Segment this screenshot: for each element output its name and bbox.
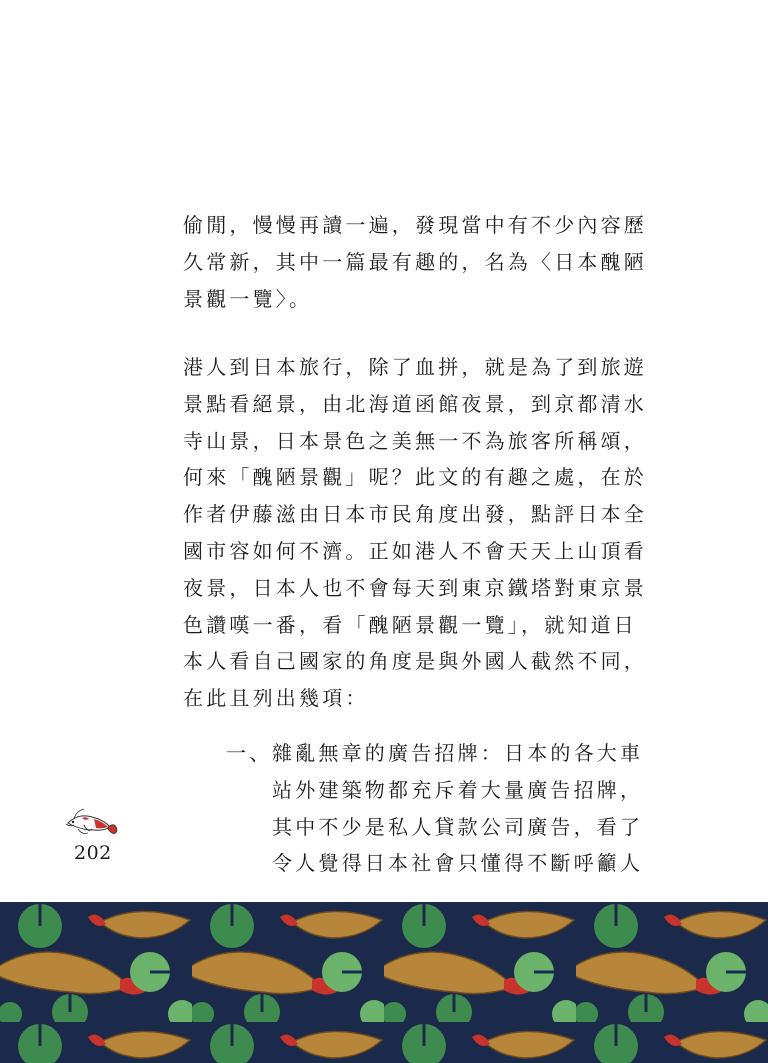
text-line: 站外建築物都充斥着大量廣告招牌， xyxy=(272,777,644,802)
paragraph-2 xyxy=(183,349,663,717)
text-line: 雜亂無章的廣告招牌：日本的各大車 xyxy=(272,741,644,765)
text-line: 令人覺得日本社會只懂得不斷呼籲人 xyxy=(272,851,644,876)
text-line: 偷閒，慢慢再讀一遍，發現當中有不少內容歷 xyxy=(183,213,647,237)
text-line: 景觀一覽〉。 xyxy=(183,286,313,311)
text-line: 國市容如何不濟。正如港人不會天天上山頂看 xyxy=(183,538,647,563)
text-line: 久常新，其中一篇最有趣的，名為〈日本醜陋 xyxy=(183,249,647,274)
text-line: 何來「醜陋景觀」呢？此文的有趣之處，在於 xyxy=(183,465,647,490)
paragraph-1 xyxy=(183,207,663,317)
text-line: 寺山景，日本景色之美無一不為旅客所稱頌， xyxy=(183,428,647,453)
text-line: 港人到日本旅行，除了血拼，就是為了到旅遊 xyxy=(183,355,647,379)
text-line: 作者伊藤滋由日本市民角度出發，點評日本全 xyxy=(183,502,647,527)
text-line: 其中不少是私人貸款公司廣告，看了 xyxy=(272,814,644,839)
koi-fish-icon xyxy=(64,803,118,839)
list-item-body xyxy=(272,735,672,882)
text-line: 夜景，日本人也不會每天到東京鐵塔對東京景 xyxy=(183,575,647,600)
koi-pattern-footer xyxy=(0,902,768,1063)
text-line: 在此且列出幾項： xyxy=(183,686,369,711)
text-line: 景點看絕景，由北海道函館夜景，到京都清水 xyxy=(183,391,647,416)
list-marker: 一、 xyxy=(226,741,273,765)
page-number: 202 xyxy=(74,842,112,864)
text-line: 本人看自己國家的角度是與外國人截然不同， xyxy=(183,649,647,674)
text-line: 色讚嘆一番，看「醜陋景觀一覽」，就知道日 xyxy=(183,612,637,637)
